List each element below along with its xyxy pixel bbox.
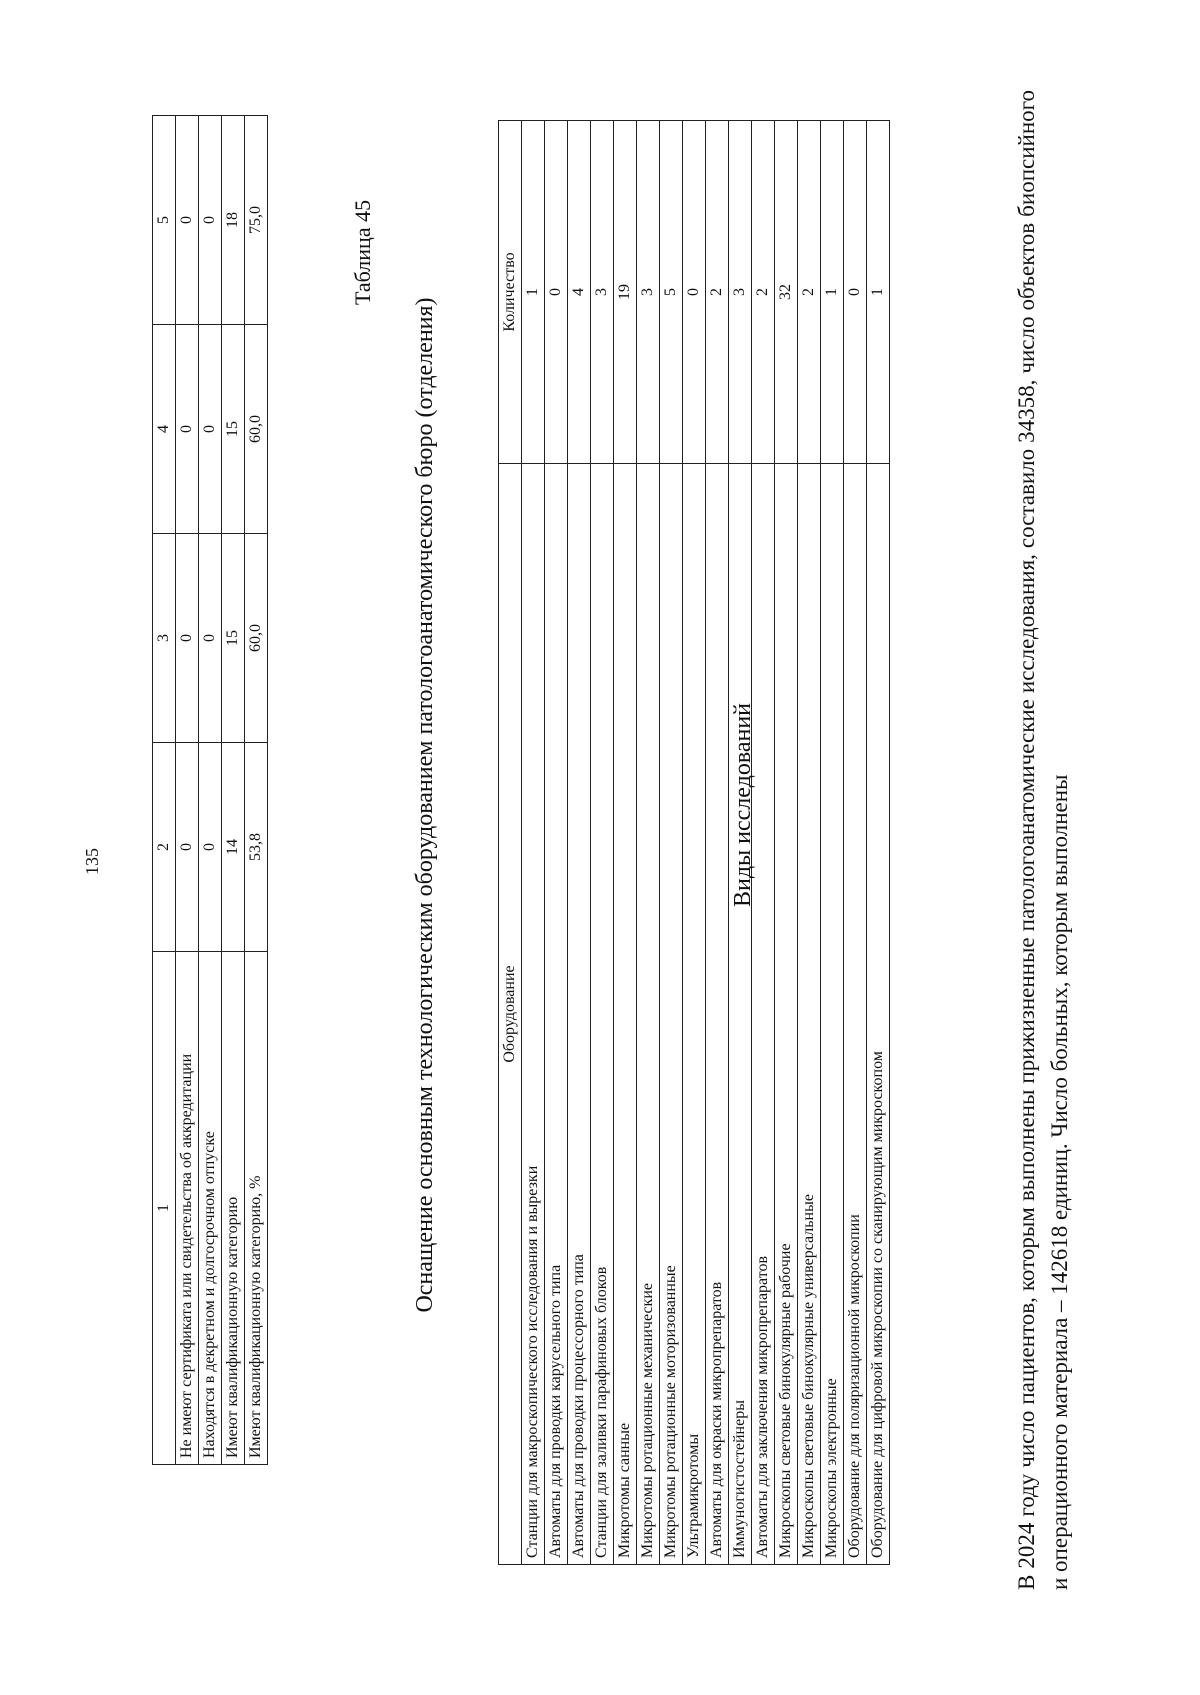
cell-value: 75,0 [245,116,268,325]
table-row [245,116,268,1465]
equipment-name: Микротомы ротационные механические [637,464,660,1565]
body-paragraph: В 2024 году число пациентов, которым выполнены прижизненные патологоанатомические исследования, составило 34358, число объектов биопсийного и операционного материала – 142618 единиц. Число больных, которым выполнены [1014,90,1072,1590]
equipment-name: Микротомы санные [614,464,637,1565]
table-row [199,116,222,1465]
equipment-quantity: 32 [775,121,798,464]
table-row [798,121,821,1565]
equipment-quantity: 2 [752,121,775,464]
column-header-quantity: Количество [499,121,522,464]
equipment-quantity: 5 [660,121,683,464]
equipment-name: Автоматы для проводки процессорного типа [568,464,591,1565]
equipment-name: Автоматы для проводки карусельного типа [545,464,568,1565]
table-row [775,121,798,1565]
cell-value: 0 [199,325,222,534]
equipment-name: Автоматы для окраски микропрепаратов [706,464,729,1565]
table-row [706,121,729,1565]
equipment-name: Микроскопы световые бинокулярные рабочие [775,464,798,1565]
equipment-name: Ультрамикротомы [683,464,706,1565]
equipment-quantity: 4 [568,121,591,464]
equipment-name: Станции для заливки парафиновых блоков [591,464,614,1565]
table-label: Таблица 45 [350,199,375,305]
staffing-table [152,115,268,1465]
cell-value: 0 [199,534,222,743]
equipment-name: Станции для макроскопического исследования и вырезки [522,464,545,1565]
column-header-equipment: Оборудование [499,464,522,1565]
column-header: 3 [153,534,176,743]
row-label: Находятся в декретном и долгосрочном отпуске [199,952,222,1465]
cell-value: 53,8 [245,743,268,952]
cell-value: 60,0 [245,534,268,743]
column-header: 5 [153,116,176,325]
equipment-name: Оборудование для цифровой микроскопии со сканирующим микроскопом [867,464,890,1565]
row-label: Имеют квалификационную категорию [222,952,245,1465]
column-header: 1 [153,952,176,1465]
equipment-quantity: 1 [522,121,545,464]
row-label: Имеют квалификационную категорию, % [245,952,268,1465]
cell-value: 60,0 [245,325,268,534]
table-row [591,121,614,1565]
table-header-row [153,116,176,1465]
equipment-quantity: 2 [798,121,821,464]
equipment-quantity: 1 [821,121,844,464]
cell-value: 0 [176,116,199,325]
cell-value: 18 [222,116,245,325]
equipment-name: Микроскопы электронные [821,464,844,1565]
table-row [867,121,890,1565]
column-header: 4 [153,325,176,534]
cell-value: 15 [222,534,245,743]
cell-value: 0 [199,116,222,325]
cell-value: 0 [176,534,199,743]
equipment-name: Автоматы для заключения микропрепаратов [752,464,775,1565]
table-row [821,121,844,1565]
equipment-table [498,120,890,1565]
equipment-name: Оборудование для поляризационной микроскопии [844,464,867,1565]
equipment-quantity: 3 [729,121,752,464]
row-label: Не имеют сертификата или свидетельства об аккредитации [176,952,199,1465]
table-row [222,116,245,1465]
equipment-name: Иммуногистостейнеры [729,464,752,1565]
equipment-quantity: 3 [637,121,660,464]
table-row [614,121,637,1565]
equipment-table-title: Оснащение основным технологическим оборудованием патологоанатомического бюро (отделения) [412,297,438,1313]
equipment-name: Микротомы ротационные моторизованные [660,464,683,1565]
equipment-quantity: 2 [706,121,729,464]
column-header: 2 [153,743,176,952]
table-row [522,121,545,1565]
table-row [568,121,591,1565]
equipment-quantity: 19 [614,121,637,464]
table-row [176,116,199,1465]
equipment-quantity: 0 [683,121,706,464]
page-number: 135 [82,848,102,875]
cell-value: 15 [222,325,245,534]
section-title: Виды исследований [730,702,756,908]
cell-value: 0 [176,325,199,534]
equipment-quantity: 3 [591,121,614,464]
table-header-row [499,121,522,1565]
table-row [660,121,683,1565]
equipment-quantity: 1 [867,121,890,464]
equipment-quantity: 0 [545,121,568,464]
cell-value: 14 [222,743,245,952]
table-row [637,121,660,1565]
table-row [844,121,867,1565]
table-row [683,121,706,1565]
equipment-name: Микроскопы световые бинокулярные универсальные [798,464,821,1565]
equipment-quantity: 0 [844,121,867,464]
cell-value: 0 [176,743,199,952]
table-row [545,121,568,1565]
equipment-table-body [522,121,890,1565]
cell-value: 0 [199,743,222,952]
